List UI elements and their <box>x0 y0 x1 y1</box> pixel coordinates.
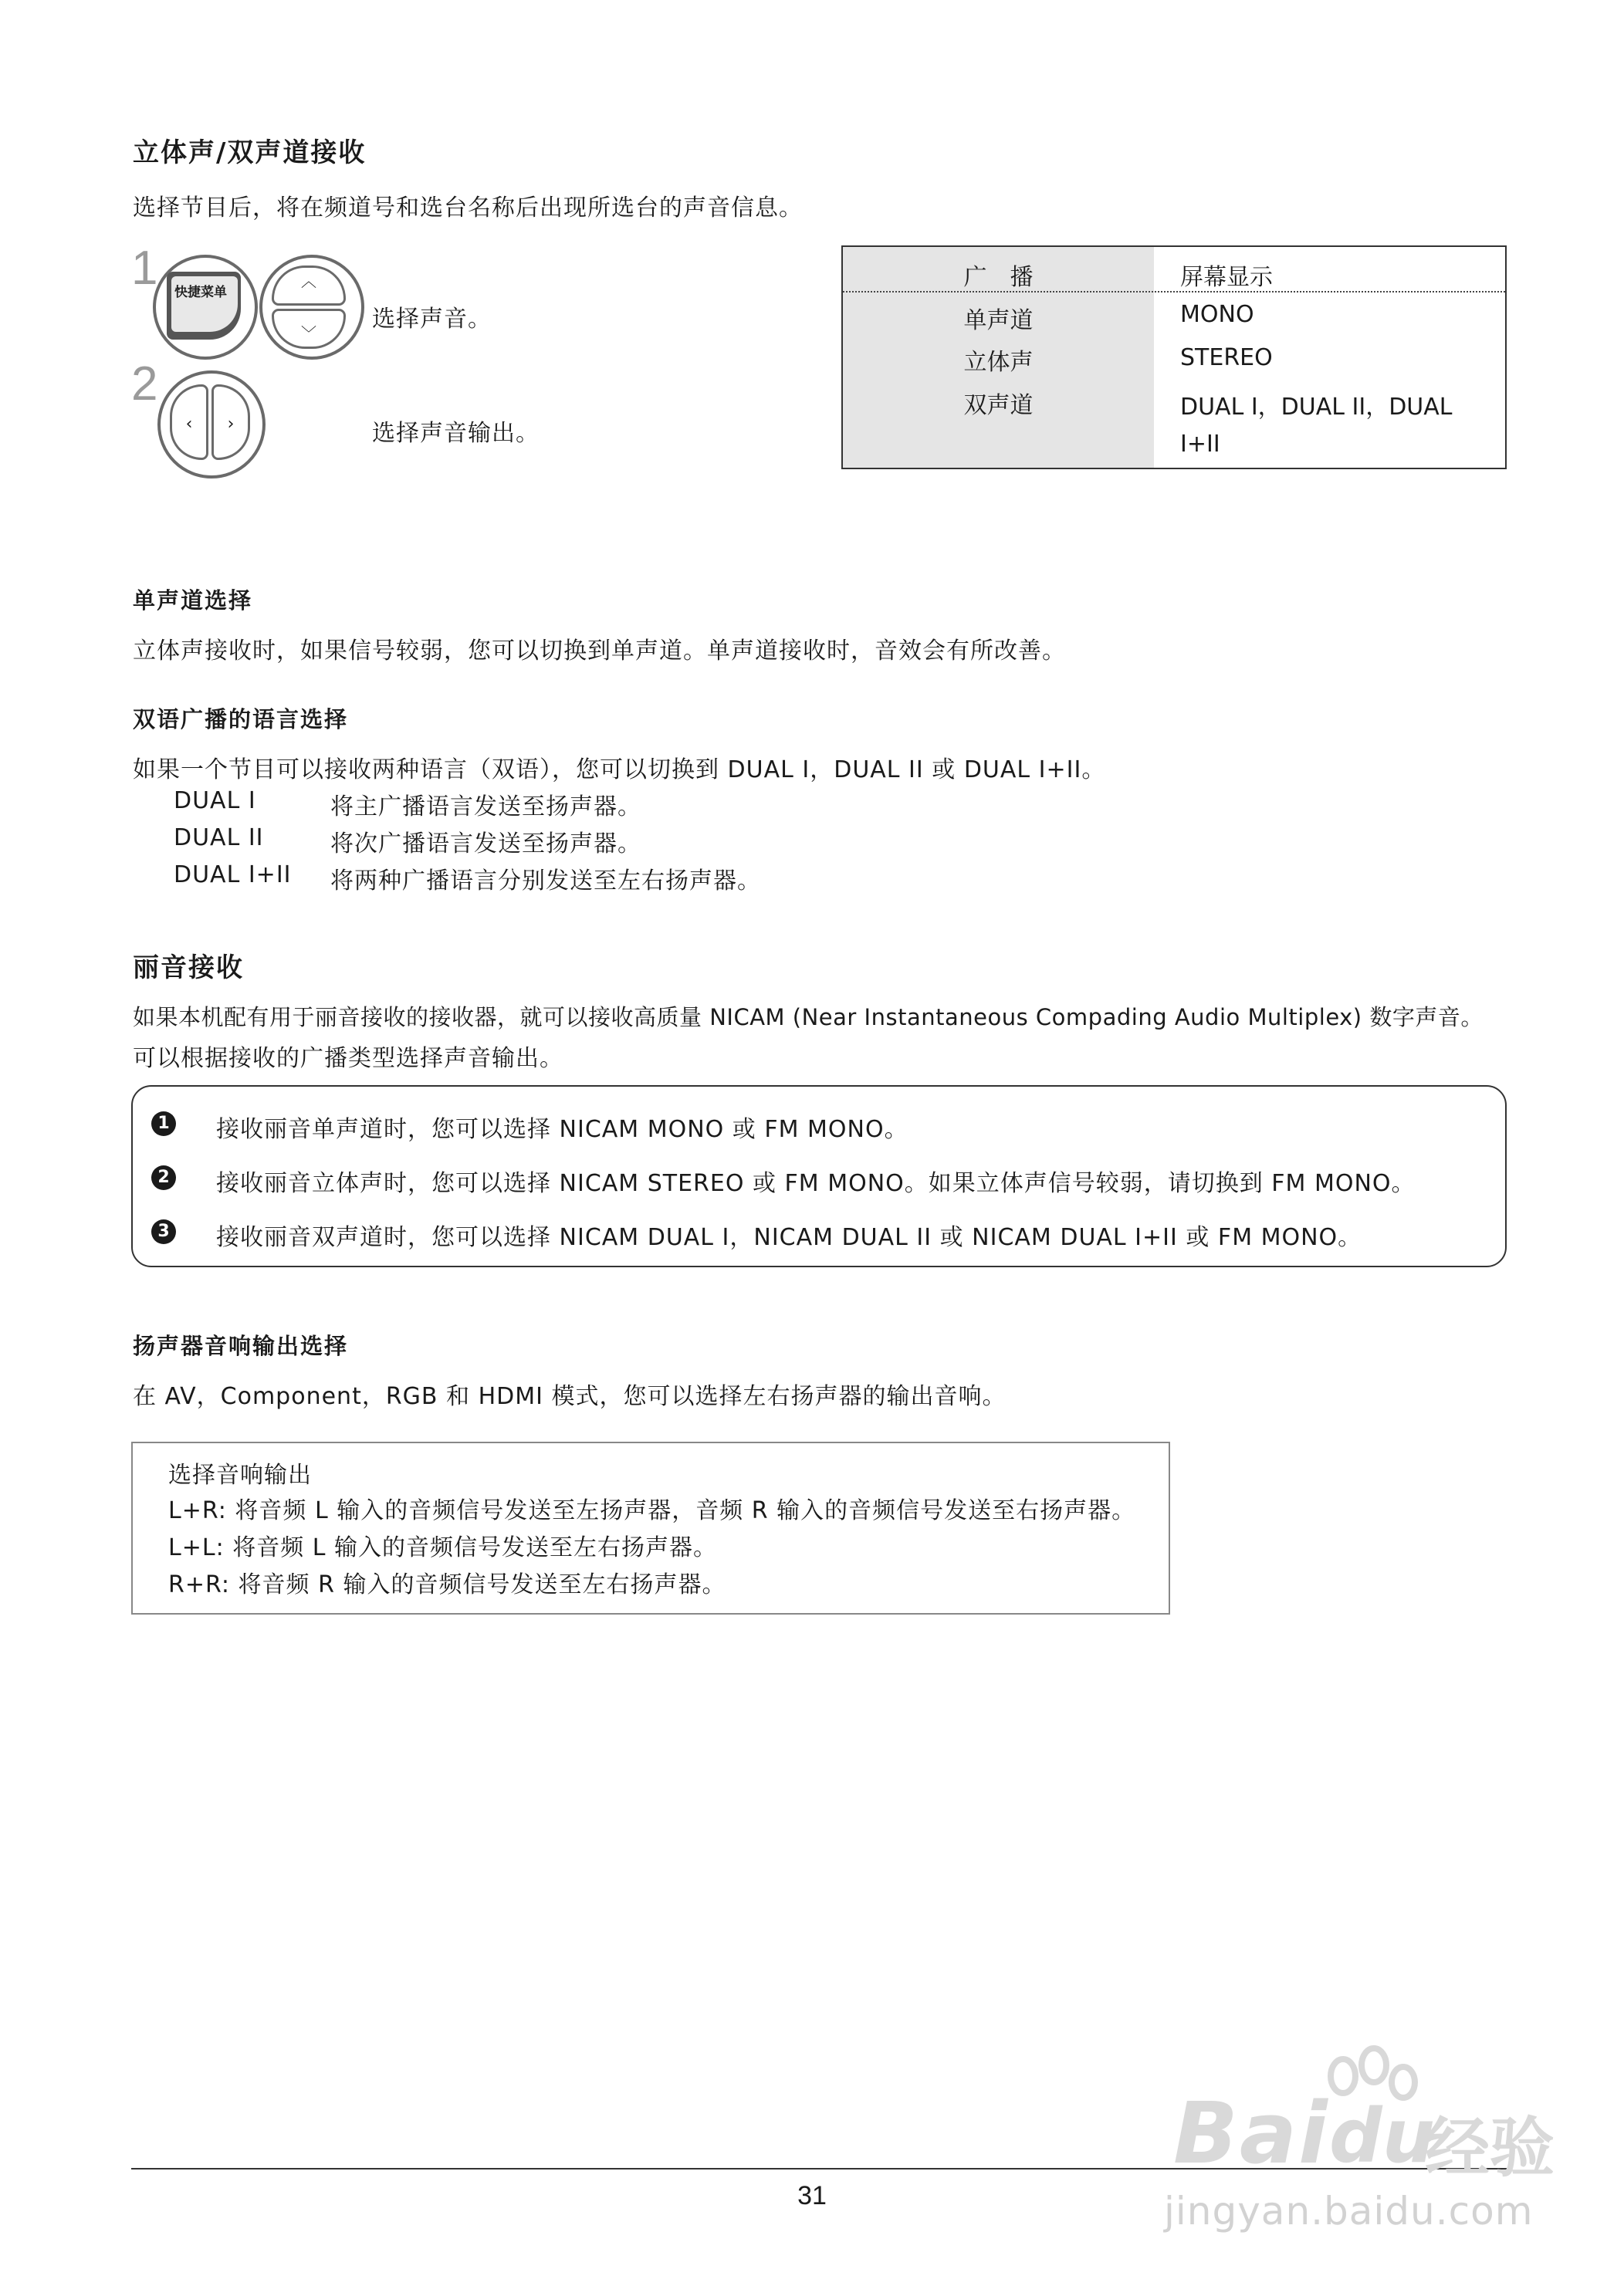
watermark-brand-cn: 经验 <box>1425 2110 1555 2186</box>
table-cell-broadcast: 单声道 <box>963 307 1034 334</box>
section-text-mono: 立体声接收时，如果信号较弱，您可以切换到单声道。单声道接收时，音效会有所改善。 <box>133 637 1066 665</box>
section-title-dual-language: 双语广播的语言选择 <box>133 706 349 732</box>
section-title-nicam: 丽音接收 <box>133 952 244 983</box>
dual-item-label: DUAL II <box>174 824 264 851</box>
dual-item-label: DUAL I+II <box>174 861 292 888</box>
table-cell-display-cont: I+II <box>1180 431 1220 458</box>
speaker-output-box <box>131 1442 1170 1615</box>
dual-item-desc: 将主广播语言发送至扬声器。 <box>330 793 641 820</box>
section-intro-dual-language: 如果一个节目可以接收两种语言（双语），您可以切换到 DUAL I，DUAL II 或 DUAL I+II。 <box>133 756 1106 783</box>
left-right-button <box>157 370 266 479</box>
note-number-badge: 1 <box>151 1111 176 1136</box>
section-text-nicam-2: 可以根据接收的广播类型选择声音输出。 <box>133 1045 563 1072</box>
chevron-left-icon: ‹ <box>170 384 208 460</box>
dual-item-label: DUAL I <box>174 787 256 814</box>
chevron-up-icon: ︿ <box>272 265 346 306</box>
quick-menu-button <box>153 255 258 360</box>
table-cell-broadcast: 立体声 <box>963 349 1034 376</box>
speaker-option-line: L+L: 将音频 L 输入的音频信号发送至左右扬声器。 <box>168 1534 717 1561</box>
section-title-mono: 单声道选择 <box>133 587 253 614</box>
watermark-brand: Bai <box>1173 2084 1329 2183</box>
speaker-box-title: 选择音响输出 <box>168 1462 312 1489</box>
note-number-badge: 3 <box>151 1219 176 1244</box>
step-1-text: 选择声音。 <box>372 306 492 333</box>
up-down-button <box>259 255 364 360</box>
section-intro-speaker: 在 AV，Component，RGB 和 HDMI 模式，您可以选择左右扬声器的输出音响。 <box>133 1383 1007 1410</box>
note-number-badge: 2 <box>151 1165 176 1190</box>
table-header-broadcast: 广 播 <box>963 264 1034 291</box>
note-text: 接收丽音立体声时，您可以选择 NICAM STEREO 或 FM MONO。如果立体声信号较弱，请切换到 FM MONO。 <box>216 1170 1416 1197</box>
note-text: 接收丽音双声道时，您可以选择 NICAM DUAL I，NICAM DUAL II 或 NICAM DUAL I+II 或 FM MONO。 <box>216 1224 1362 1251</box>
section-title-speaker: 扬声器音响输出选择 <box>133 1333 349 1359</box>
table-cell-display: DUAL I，DUAL II，DUAL <box>1180 394 1453 421</box>
watermark-url: jingyan.baidu.com <box>1164 2189 1534 2234</box>
step-number-1: 1 <box>131 242 158 295</box>
table-cell-broadcast: 双声道 <box>963 392 1034 419</box>
speaker-option-line: L+R: 将音频 L 输入的音频信号发送至左扬声器，音频 R 输入的音频信号发送至右扬声器。 <box>168 1497 1136 1524</box>
quick-menu-label: 快捷菜单 <box>171 276 238 332</box>
step-number-2: 2 <box>131 357 158 411</box>
table-cell-display: MONO <box>1180 301 1254 328</box>
table-header-display: 屏幕显示 <box>1180 264 1273 291</box>
dual-item-desc: 将次广播语言发送至扬声器。 <box>330 830 641 857</box>
section-intro-stereo-dual: 选择节目后，将在频道号和选台名称后出现所选台的声音信息。 <box>133 194 803 222</box>
nicam-notes-box <box>131 1085 1507 1267</box>
chevron-right-icon: › <box>211 384 250 460</box>
section-title-stereo-dual: 立体声/双声道接收 <box>133 137 367 168</box>
dual-item-desc: 将两种广播语言分别发送至左右扬声器。 <box>330 867 761 895</box>
section-text-nicam-1: 如果本机配有用于丽音接收的接收器，就可以接收高质量 NICAM (Near Instantaneous Compading Audio Multiplex) 数字声音。 <box>133 1004 1484 1030</box>
page-number: 31 <box>797 2181 827 2210</box>
speaker-option-line: R+R: 将音频 R 输入的音频信号发送至左右扬声器。 <box>168 1571 726 1598</box>
chevron-down-icon: ﹀ <box>272 309 346 349</box>
step-2-text: 选择声音输出。 <box>372 420 540 447</box>
note-text: 接收丽音单声道时，您可以选择 NICAM MONO 或 FM MONO。 <box>216 1116 908 1143</box>
table-cell-display: STEREO <box>1180 344 1273 371</box>
watermark-brand-du: du <box>1329 2093 1436 2180</box>
broadcast-display-table <box>841 245 1507 469</box>
